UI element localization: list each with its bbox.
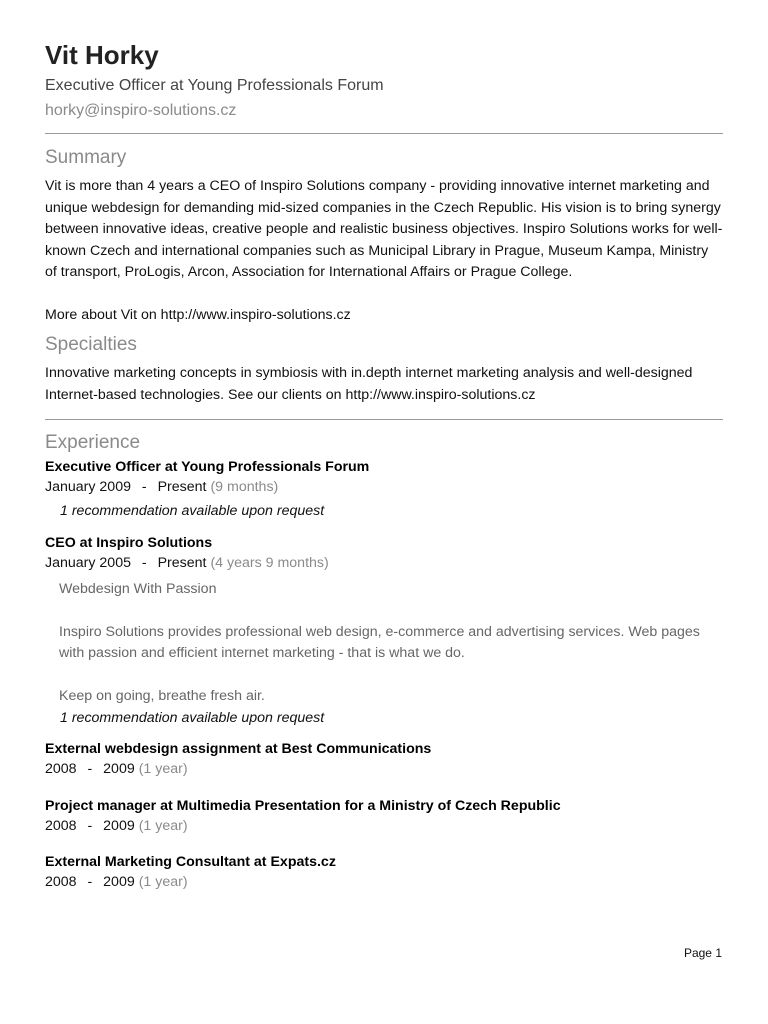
profile-headline: Executive Officer at Young Professionals Forum bbox=[45, 77, 384, 94]
job-title: Executive Officer at Young Professionals Forum bbox=[45, 459, 370, 475]
job-end: 2009 bbox=[103, 818, 135, 834]
job-dates: 2008 - 2009 (1 year) bbox=[45, 874, 188, 890]
job-description-tagline: Webdesign With Passion bbox=[59, 581, 217, 597]
profile-email: horky@inspiro-solutions.cz bbox=[45, 102, 237, 119]
job-start: 2008 bbox=[45, 761, 77, 777]
job-recommendation: 1 recommendation available upon request bbox=[60, 710, 325, 726]
job-duration: (9 months) bbox=[210, 479, 279, 495]
profile-name: Vit Horky bbox=[45, 40, 159, 70]
job-entry bbox=[45, 739, 723, 779]
job-end: 2009 bbox=[103, 761, 135, 777]
job-duration: (1 year) bbox=[138, 761, 188, 777]
page-number: Page 1 bbox=[683, 946, 722, 960]
job-duration: (4 years 9 months) bbox=[210, 555, 329, 571]
job-start: 2008 bbox=[45, 874, 77, 890]
summary-paragraph: Vit is more than 4 years a CEO of Inspiro Solutions company - providing innovative internet marketing and unique webdesign for demanding mid-sized companies in the Czech Republic. His vision is to bring synergy between innovative ideas, creative people and realistic business objectives. Inspiro Solutions works for well-known Czech and international companies such as Municipal Library in Prague, Museum Kampa, Ministry of transport, ProLogis, Arcon, Association for International Affairs or Prague College. bbox=[45, 178, 723, 280]
summary-section bbox=[45, 146, 723, 326]
job-title: External Marketing Consultant at Expats.cz bbox=[45, 854, 336, 870]
job-start: January 2005 bbox=[45, 555, 131, 571]
job-title: Project manager at Multimedia Presentation for a Ministry of Czech Republic bbox=[45, 798, 561, 814]
job-entry bbox=[45, 852, 723, 892]
job-recommendation: 1 recommendation available upon request bbox=[60, 503, 325, 519]
job-description-paragraph: Keep on going, breathe fresh air. bbox=[59, 687, 265, 704]
experience-section bbox=[45, 431, 723, 892]
job-duration: (1 year) bbox=[138, 818, 188, 834]
job-start: 2008 bbox=[45, 818, 77, 834]
specialties-section bbox=[45, 333, 723, 406]
divider bbox=[45, 419, 723, 420]
specialties-text: Innovative marketing concepts in symbiosis with in.depth internet marketing analysis and well-designed Internet-based technologies. See our clients on http://www.inspiro-solutions.cz bbox=[45, 365, 693, 403]
job-entry bbox=[45, 796, 723, 836]
job-dates: January 2009 - Present (9 months) bbox=[45, 479, 279, 495]
job-dates: 2008 - 2009 (1 year) bbox=[45, 818, 188, 834]
divider bbox=[45, 133, 723, 134]
summary-more-link-text: More about Vit on http://www.inspiro-solutions.cz bbox=[45, 306, 351, 323]
job-entry bbox=[45, 457, 723, 521]
resume-page bbox=[45, 38, 723, 892]
job-dates: 2008 - 2009 (1 year) bbox=[45, 761, 188, 777]
job-description bbox=[59, 579, 723, 707]
job-description-paragraph: Inspiro Solutions provides professional web design, e-commerce and advertising services. Web pages with passion and efficient internet marketing - that is what we do. bbox=[59, 623, 700, 661]
specialties-heading: Specialties bbox=[45, 334, 137, 355]
summary-heading: Summary bbox=[45, 147, 127, 168]
job-entry bbox=[45, 533, 723, 728]
job-duration: (1 year) bbox=[138, 874, 188, 890]
job-dates: January 2005 - Present (4 years 9 months) bbox=[45, 555, 329, 571]
job-end: Present bbox=[157, 555, 207, 571]
job-end: 2009 bbox=[103, 874, 135, 890]
job-title: External webdesign assignment at Best Communications bbox=[45, 741, 432, 757]
job-start: January 2009 bbox=[45, 479, 131, 495]
job-end: Present bbox=[157, 479, 207, 495]
experience-heading: Experience bbox=[45, 432, 141, 453]
job-title: CEO at Inspiro Solutions bbox=[45, 535, 213, 551]
